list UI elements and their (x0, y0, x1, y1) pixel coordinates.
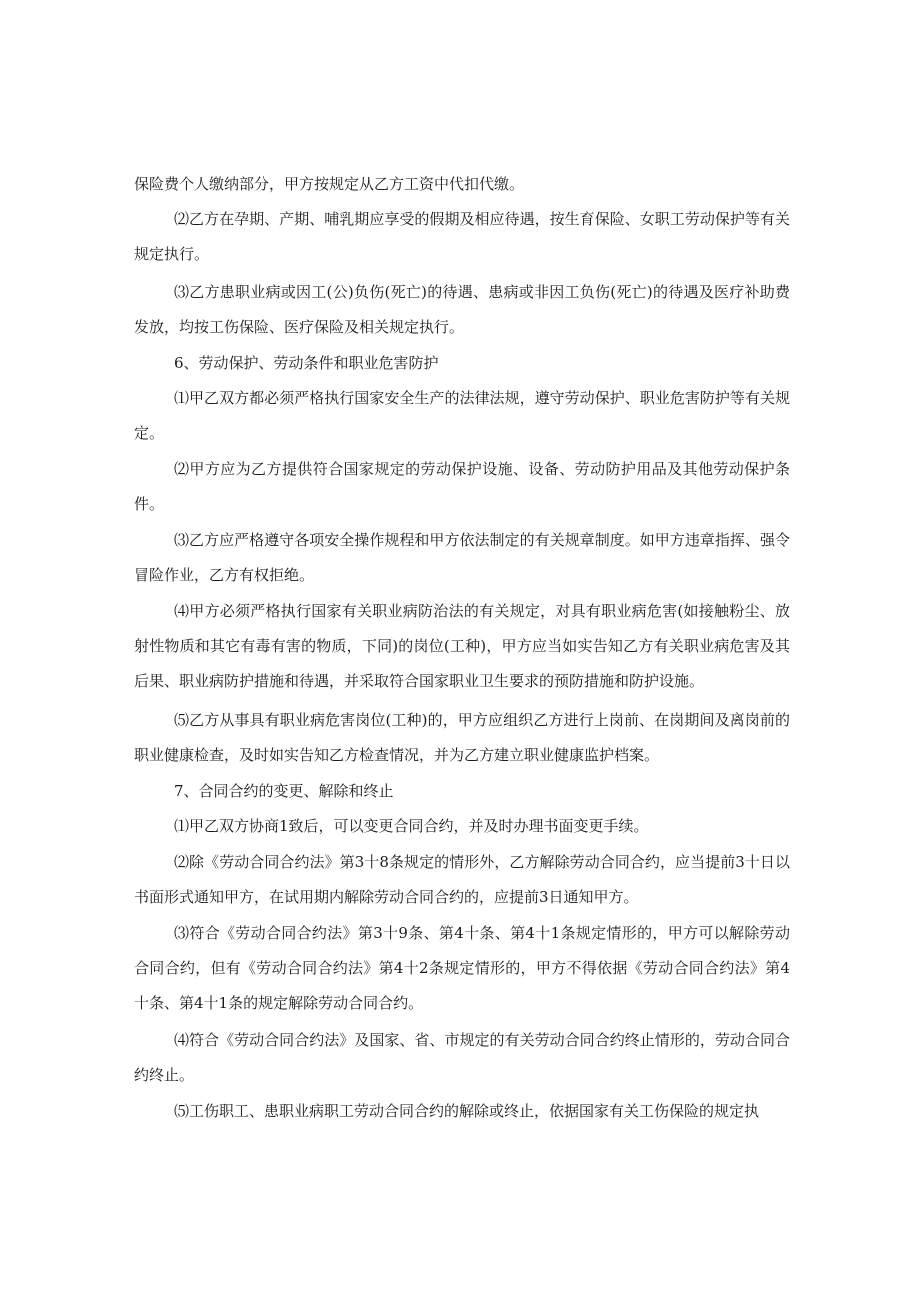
paragraph-health-examination: ⑸乙方从事具有职业病危害岗位(工种)的，甲方应组织乙方进行上岗前、在岗期间及离岗前的职业健康检查，及时如实告知乙方检查情况，并为乙方建立职业健康监护档案。 (134, 711, 790, 764)
paragraph-employee-termination: ⑵除《劳动合同合约法》第3十8条规定的情形外，乙方解除劳动合同合约，应当提前3十日以书面形式通知甲方，在试用期内解除劳动合同合约的，应提前3日通知甲方。 (134, 853, 790, 906)
paragraph-employer-termination: ⑶符合《劳动合同合约法》第3十9条、第4十条、第4十1条规定情形的，甲方可以解除劳动合同合约，但有《劳动合同合约法》第4十2条规定情形的，甲方不得依据《劳动合同合约法》第4十条、第4十1条的规定解除劳动合同合约。 (134, 924, 790, 1012)
paragraph-protective-equipment: ⑵甲方应为乙方提供符合国家规定的劳动保护设施、设备、劳动防护用品及其他劳动保护条件。 (134, 460, 790, 513)
paragraph-occupational-disease-prevention: ⑷甲方必须严格执行国家有关职业病防治法的有关规定，对具有职业病危害(如接触粉尘、放射性物质和其它有毒有害的物质，下同)的岗位(工种)，甲方应当如实告知乙方有关职业病危害及其后果、职业病防护措施和待遇，并采取符合国家职业卫生要求的预防措施和防护设施。 (134, 602, 790, 690)
paragraph-insurance-deduction: 保险费个人缴纳部分，甲方按规定从乙方工资中代扣代缴。 (134, 175, 525, 193)
paragraph-operating-procedures: ⑶乙方应严格遵守各项安全操作规程和甲方依法制定的有关规章制度。如甲方违章指挥、强令冒险作业，乙方有权拒绝。 (134, 531, 790, 584)
paragraph-injured-worker-termination: ⑸工伤职工、患职业病职工劳动合同合约的解除或终止，依据国家有关工伤保险的规定执 (174, 1102, 760, 1120)
paragraph-occupational-injury: ⑶乙方患职业病或因工(公)负伤(死亡)的待遇、患病或非因工负伤(死亡)的待遇及医疗补助费发放，均按工伤保险、医疗保险及相关规定执行。 (134, 283, 790, 336)
paragraph-safety-regulations: ⑴甲乙双方都必须严格执行国家安全生产的法律法规，遵守劳动保护、职业危害防护等有关规定。 (134, 389, 790, 442)
paragraph-contract-expiry: ⑷符合《劳动合同合约法》及国家、省、市规定的有关劳动合同合约终止情形的，劳动合同合约终止。 (134, 1031, 790, 1084)
paragraph-maternity-benefits: ⑵乙方在孕期、产期、哺乳期应享受的假期及相应待遇，按生育保险、女职工劳动保护等有关规定执行。 (134, 210, 790, 263)
paragraph-contract-modification: ⑴甲乙双方协商1致后，可以变更合同合约，并及时办理书面变更手续。 (174, 817, 649, 835)
section-heading-contract-changes: 7、合同合约的变更、解除和终止 (174, 782, 394, 800)
section-heading-labor-protection: 6、劳动保护、劳动条件和职业危害防护 (174, 354, 439, 372)
